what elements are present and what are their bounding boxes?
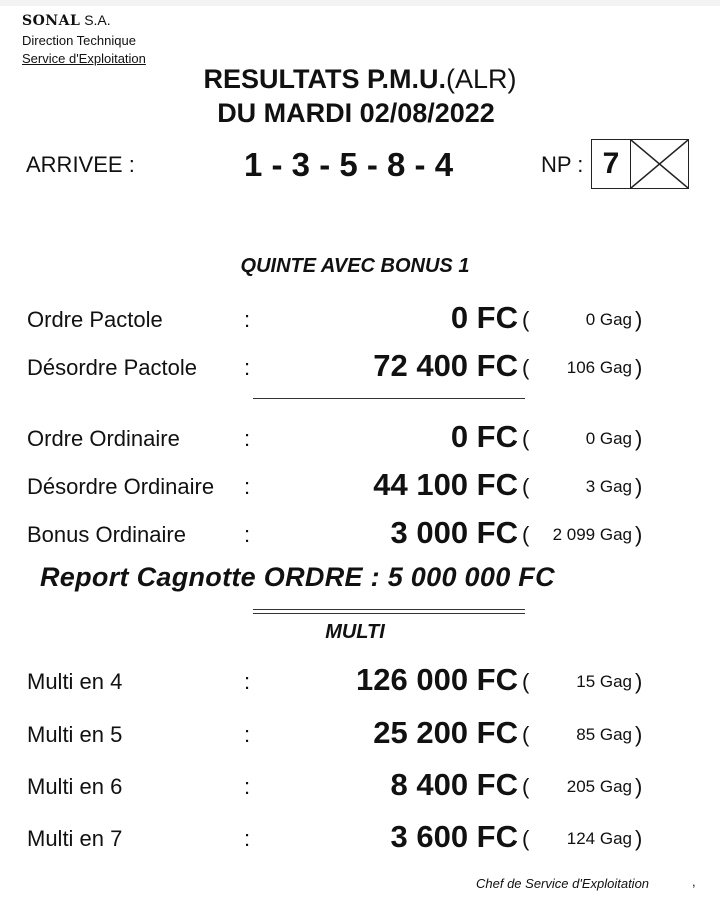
row-gagnants: 3 Gag — [585, 477, 632, 496]
row-paren-open: ( — [522, 522, 530, 547]
page-title — [0, 64, 720, 95]
row-label: Bonus Ordinaire — [27, 522, 186, 547]
title-suffix: (ALR) — [446, 64, 517, 94]
result-row — [0, 819, 720, 855]
row-amount: 3 000 FC — [390, 515, 518, 550]
row-gagnants: 124 Gag — [566, 829, 632, 848]
row-amount: 44 100 FC — [373, 467, 518, 502]
row-label: Ordre Ordinaire — [27, 426, 180, 451]
row-gagnants: 0 Gag — [585, 429, 632, 448]
report-cagnotte: Report Cagnotte ORDRE : 5 000 000 FC — [40, 562, 555, 592]
row-paren-open: ( — [522, 774, 530, 799]
row-gagnants: 2 099 Gag — [552, 525, 632, 544]
row-label: Multi en 7 — [27, 826, 123, 851]
company-name — [22, 12, 111, 29]
row-paren-close: ) — [635, 669, 643, 694]
row-paren-open: ( — [522, 669, 530, 694]
row-paren-close: ) — [635, 307, 643, 332]
cross-icon — [631, 140, 688, 188]
result-row — [0, 300, 720, 336]
row-paren-close: ) — [635, 522, 643, 547]
np-box — [591, 139, 689, 189]
row-amount: 0 FC — [450, 300, 518, 335]
row-paren-close: ) — [635, 774, 643, 799]
row-label: Multi en 4 — [27, 669, 123, 694]
result-row — [0, 467, 720, 503]
np-label: NP : — [541, 152, 584, 177]
np-value: 7 — [592, 140, 631, 188]
signature-line: Chef de Service d'Exploitation — [476, 876, 650, 891]
row-gagnants: 15 Gag — [576, 672, 632, 691]
row-amount: 72 400 FC — [373, 348, 518, 383]
row-gagnants: 205 Gag — [566, 777, 632, 796]
page-subtitle-date: DU MARDI 02/08/2022 — [217, 98, 495, 128]
service: Service d'Exploitation — [22, 51, 146, 66]
top-strip — [0, 0, 720, 6]
result-row — [0, 419, 720, 455]
divider — [253, 398, 525, 399]
row-paren-open: ( — [522, 307, 530, 332]
quinte-section-title: QUINTE AVEC BONUS 1 — [240, 255, 470, 277]
row-amount: 25 200 FC — [373, 715, 518, 750]
result-row — [0, 767, 720, 803]
row-paren-close: ) — [635, 426, 643, 451]
row-colon: : — [244, 669, 251, 694]
result-row — [0, 715, 720, 751]
result-row — [0, 515, 720, 551]
row-amount: 8 400 FC — [390, 767, 518, 802]
row-gagnants: 0 Gag — [585, 310, 632, 329]
title-main: RESULTATS P.M.U. — [203, 64, 446, 94]
row-colon: : — [244, 522, 251, 547]
row-paren-open: ( — [522, 474, 530, 499]
row-paren-close: ) — [635, 722, 643, 747]
department: Direction Technique — [22, 33, 136, 48]
row-colon: : — [244, 826, 251, 851]
footer-mark: , — [692, 874, 696, 889]
brand-suffix: S.A. — [80, 12, 111, 28]
divider-double-bottom — [253, 613, 525, 614]
row-paren-close: ) — [635, 355, 643, 380]
arrivee-value: 1 - 3 - 5 - 8 - 4 — [244, 146, 454, 183]
row-paren-close: ) — [635, 474, 643, 499]
row-colon: : — [244, 426, 251, 451]
row-gagnants: 85 Gag — [576, 725, 632, 744]
result-row — [0, 662, 720, 698]
row-paren-open: ( — [522, 426, 530, 451]
row-label: Désordre Ordinaire — [27, 474, 215, 499]
divider-double-top — [253, 609, 525, 610]
row-paren-open: ( — [522, 826, 530, 851]
row-colon: : — [244, 307, 251, 332]
row-label: Ordre Pactole — [27, 307, 163, 332]
arrivee-label: ARRIVEE : — [26, 152, 135, 177]
row-amount: 126 000 FC — [356, 662, 518, 697]
brand-name: SONAL — [22, 13, 81, 29]
row-amount: 3 600 FC — [390, 819, 518, 854]
row-label: Multi en 5 — [27, 722, 123, 747]
result-row — [0, 348, 720, 384]
row-paren-open: ( — [522, 722, 530, 747]
row-paren-open: ( — [522, 355, 530, 380]
row-amount: 0 FC — [450, 419, 518, 454]
row-paren-close: ) — [635, 826, 643, 851]
row-label: Désordre Pactole — [27, 355, 197, 380]
row-colon: : — [244, 355, 251, 380]
row-colon: : — [244, 722, 251, 747]
row-colon: : — [244, 774, 251, 799]
row-colon: : — [244, 474, 251, 499]
row-label: Multi en 6 — [27, 774, 123, 799]
multi-section-title: MULTI — [325, 621, 385, 643]
row-gagnants: 106 Gag — [566, 358, 632, 377]
